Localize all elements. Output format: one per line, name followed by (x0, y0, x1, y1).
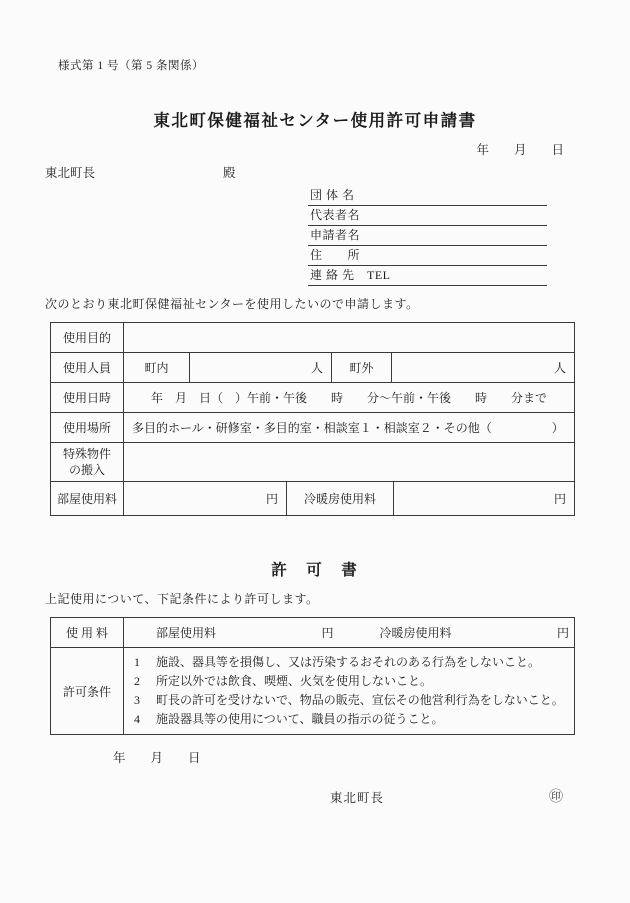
purpose-value-cell (123, 323, 574, 352)
permit-room-fee-label: 部屋使用料 (156, 626, 217, 640)
applicant-field-representative (308, 206, 547, 226)
special-items-value-cell (123, 443, 574, 481)
addressee-row (45, 163, 236, 181)
applicant-field-label: 申請者名 (310, 228, 361, 242)
permit-room-fee-unit: 円 (321, 626, 334, 640)
applicant-info-block (308, 186, 547, 286)
condition-number: 4 (134, 712, 140, 726)
row-permit-conditions (50, 648, 575, 735)
room-fee-value-cell: 円 (123, 482, 286, 515)
permit-title: 許 可 書 (271, 562, 359, 579)
addressee-honorific: 殿 (223, 166, 236, 180)
hvac-fee-value-cell: 円 (393, 482, 574, 515)
condition-number: 2 (134, 674, 140, 688)
people-label: 使用人員 (62, 361, 111, 375)
row-permit-fee (50, 617, 575, 648)
row-place (50, 413, 575, 443)
application-intro: 次のとおり東北町保健福祉センターを使用したいので申請します。 (45, 297, 419, 311)
permit-date-line: 年 月 日 (113, 751, 201, 765)
datetime-label: 使用日時 (62, 391, 111, 405)
condition-text: 施設器具等の使用について、職員の指示の従うこと。 (156, 712, 444, 726)
row-fees (50, 482, 575, 516)
form-number: 様式第 1 号（第 5 条関係） (58, 60, 204, 72)
hvac-fee-label: 冷暖房使用料 (286, 482, 393, 515)
permit-conditions-label: 許可条件 (62, 684, 111, 699)
applicant-field-label: 住 所 (310, 248, 361, 262)
condition-number: 1 (134, 655, 140, 669)
room-fee-label: 部屋使用料 (56, 492, 117, 506)
condition-item (134, 672, 568, 691)
applicant-field-applicant-name (308, 226, 547, 246)
condition-number: 3 (134, 693, 140, 707)
special-items-label-line1: 特殊物件 (62, 447, 111, 461)
applicant-field-label: 代表者名 (310, 208, 361, 222)
applicant-field-label: 連 絡 先 TEL (310, 268, 391, 282)
special-items-label (51, 443, 123, 481)
row-people (50, 353, 575, 383)
town-inside-label: 町内 (123, 353, 189, 382)
row-special-items (50, 443, 575, 482)
condition-text: 施設、器具等を損傷し、又は汚染するおそれのある行為をしないこと。 (156, 655, 541, 669)
purpose-label: 使用目的 (62, 331, 111, 345)
condition-text: 所定以外では飲食、喫煙、火気を使用しないこと。 (156, 674, 433, 688)
town-outside-label: 町外 (331, 353, 391, 382)
permit-table (50, 617, 575, 735)
application-table (50, 322, 575, 516)
condition-item (134, 691, 568, 710)
special-items-label-line2: の搬入 (68, 463, 105, 477)
town-inside-count-cell: 人 (189, 353, 331, 382)
addressee-label: 東北町長 (45, 166, 96, 180)
row-purpose (50, 322, 575, 353)
applicant-field-organization (308, 186, 547, 206)
applicant-field-address (308, 246, 547, 266)
page-title: 東北町保健福祉センター使用許可申請書 (153, 111, 477, 130)
place-value: 多目的ホール・研修室・多目的室・相談室１・相談室２・その他（ ） (123, 413, 574, 442)
permit-conditions-list (123, 648, 574, 734)
mayor-signature-label: 東北町長 (330, 791, 385, 805)
row-datetime (50, 383, 575, 413)
applicant-field-label: 団 体 名 (310, 188, 355, 202)
permit-fee-value-cell (123, 618, 574, 647)
condition-text: 町長の許可を受けないで、物品の販売、宣伝その他営利行為をしないこと。 (156, 693, 564, 707)
town-outside-count-cell: 人 (391, 353, 574, 382)
application-date-line: 年 月 日 (476, 143, 564, 157)
condition-item (134, 653, 568, 672)
permit-hvac-fee-unit: 円 (556, 626, 569, 640)
applicant-field-contact-tel (308, 266, 547, 286)
permit-hvac-fee-label: 冷暖房使用料 (379, 626, 452, 640)
datetime-value: 年 月 日（ ）午前・午後 時 分～午前・午後 時 分まで (123, 383, 574, 412)
place-label: 使用場所 (62, 421, 111, 435)
condition-item (134, 710, 568, 729)
seal-icon: ㊞ (549, 790, 563, 805)
permit-fee-label: 使 用 料 (65, 626, 108, 640)
permit-intro: 上記使用について、下記条件により許可します。 (45, 592, 319, 606)
